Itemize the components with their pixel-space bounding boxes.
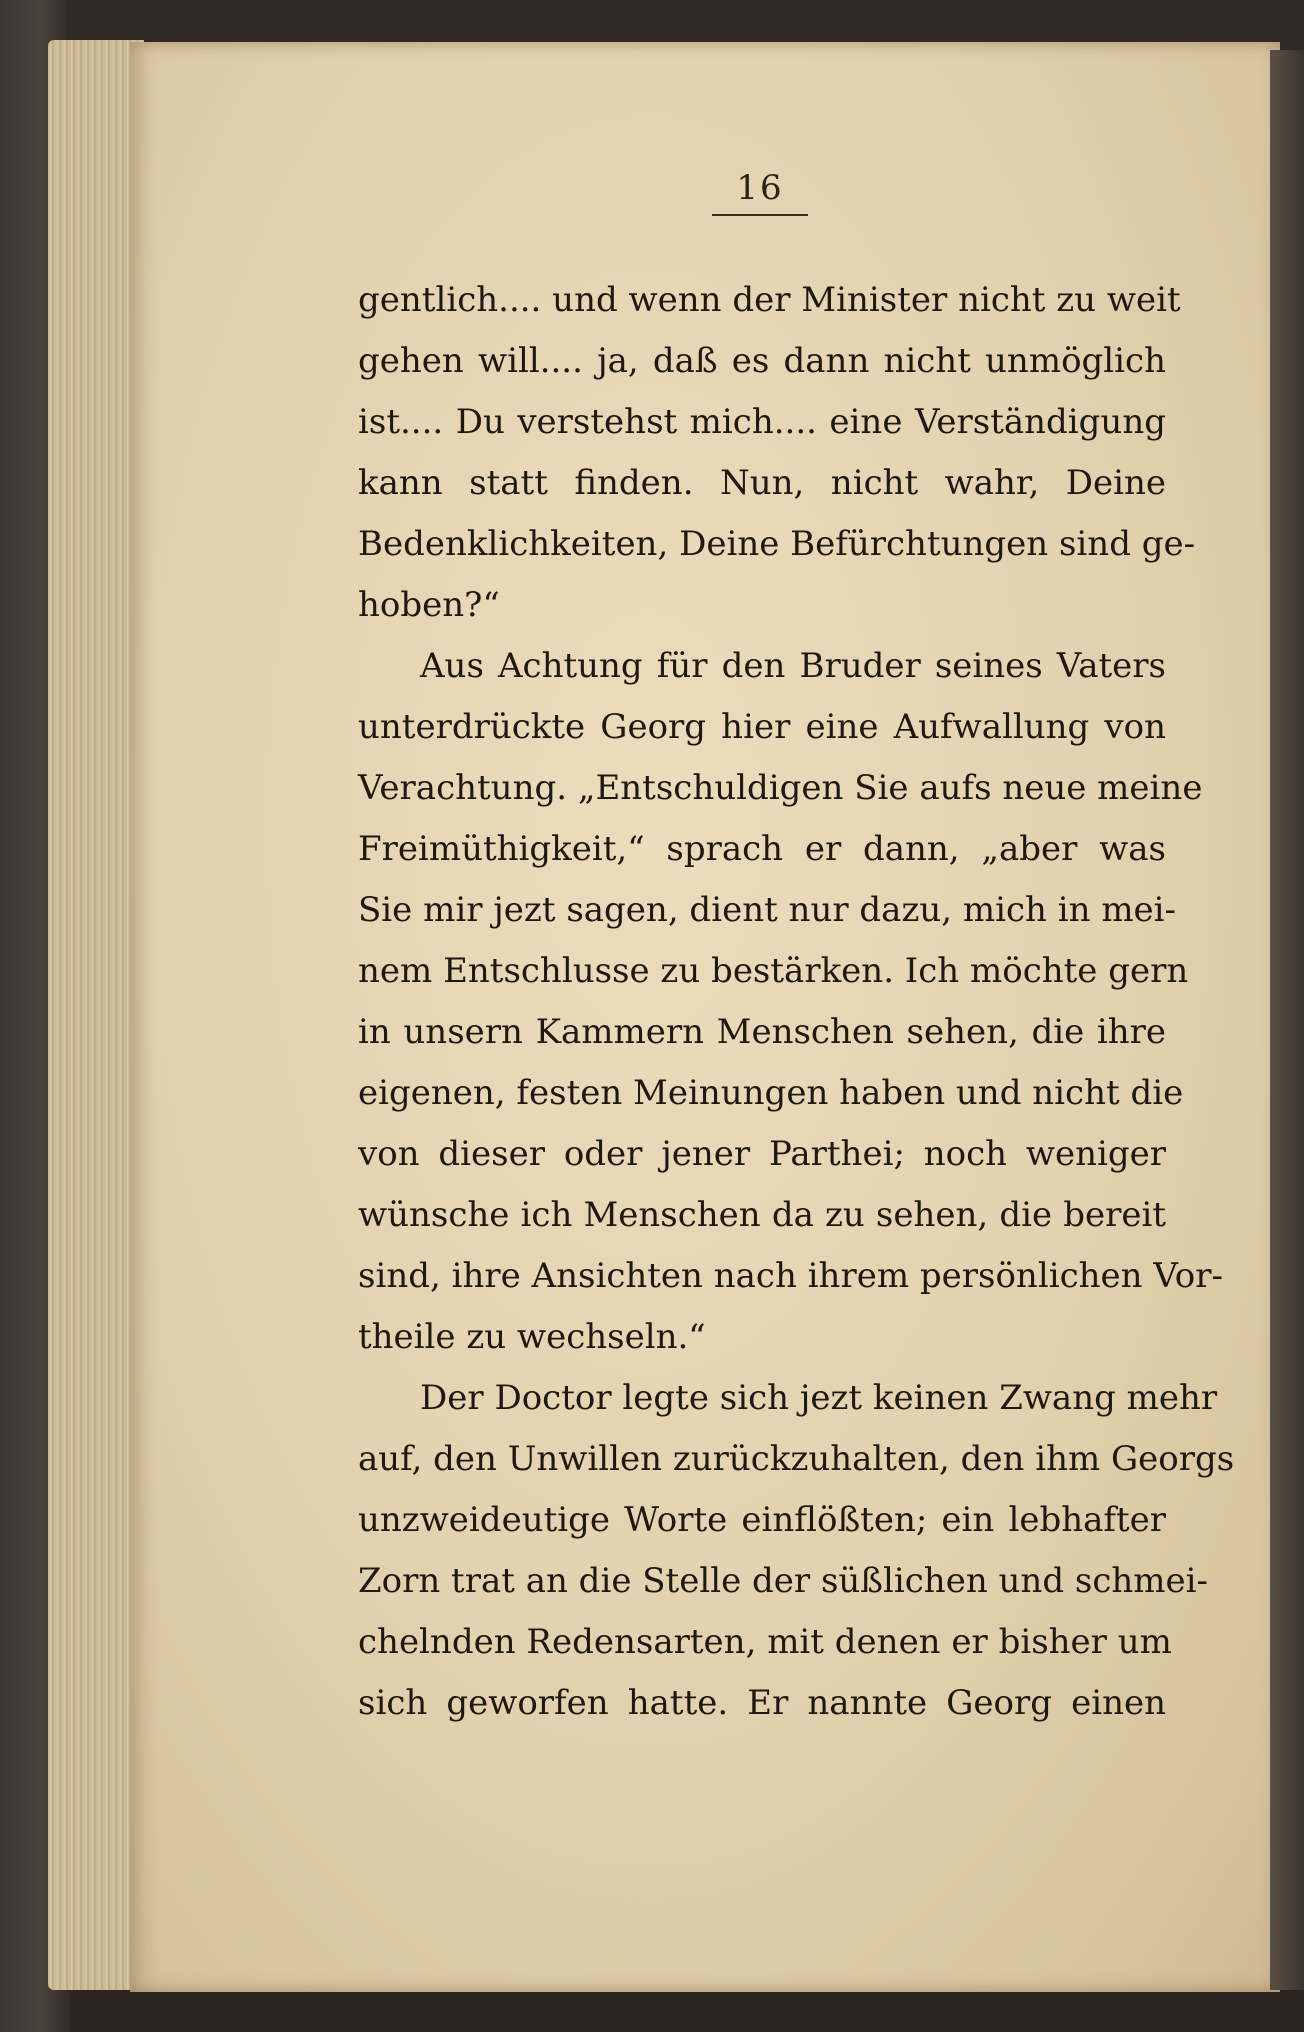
text-line: chelnden Redensarten, mit denen er bisher um	[358, 1622, 1172, 1662]
text-line: hoben?“	[358, 585, 500, 625]
binding-shadow	[1270, 50, 1304, 1990]
text-line: eigenen, festen Meinungen haben und nicht die	[358, 1073, 1184, 1113]
text-line: auf, den Unwillen zurückzuhalten, den ihm Georgs	[358, 1439, 1235, 1479]
text-line: Freimüthigkeit,“ sprach er dann, „aber was	[358, 829, 1166, 869]
text-line: Sie mir jezt sagen, dient nur dazu, mich in mei-	[358, 890, 1177, 930]
text-line: Bedenklichkeiten, Deine Befürchtungen sind ge-	[358, 524, 1196, 564]
text-line: nem Entschlusse zu bestärken. Ich möchte gern	[358, 951, 1189, 991]
body-text	[358, 270, 1235, 1734]
text-line: unzweideutige Worte einflößten; ein lebhafter	[358, 1500, 1166, 1540]
text-line: gehen will.... ja, daß es dann nicht unmöglich	[358, 341, 1166, 381]
text-line: sich geworfen hatte. Er nannte Georg einen	[358, 1683, 1166, 1723]
text-line: kann statt finden. Nun, nicht wahr, Deine	[358, 463, 1166, 503]
text-line: wünsche ich Menschen da zu sehen, die bereit	[358, 1195, 1166, 1235]
text-line: gentlich.... und wenn der Minister nicht zu weit	[358, 280, 1181, 320]
text-line: in unsern Kammern Menschen sehen, die ihre	[358, 1012, 1166, 1052]
text-line: Zorn trat an die Stelle der süßlichen und schmei-	[358, 1561, 1208, 1601]
text-line: Aus Achtung für den Bruder seines Vaters	[420, 646, 1166, 686]
text-line: theile zu wechseln.“	[358, 1317, 706, 1357]
text-line: sind, ihre Ansichten nach ihrem persönlichen Vor-	[358, 1256, 1223, 1296]
text-line: ist.... Du verstehst mich.... eine Verständigung	[358, 402, 1166, 442]
text-line: unterdrückte Georg hier eine Aufwallung von	[358, 707, 1166, 747]
text-line: Der Doctor legte sich jezt keinen Zwang mehr	[420, 1378, 1218, 1418]
text-line: von dieser oder jener Parthei; noch weniger	[358, 1134, 1166, 1174]
page-number-rule	[712, 214, 808, 216]
page-number: 16	[736, 168, 784, 208]
text-line: Verachtung. „Entschuldigen Sie aufs neue meine	[358, 768, 1203, 808]
